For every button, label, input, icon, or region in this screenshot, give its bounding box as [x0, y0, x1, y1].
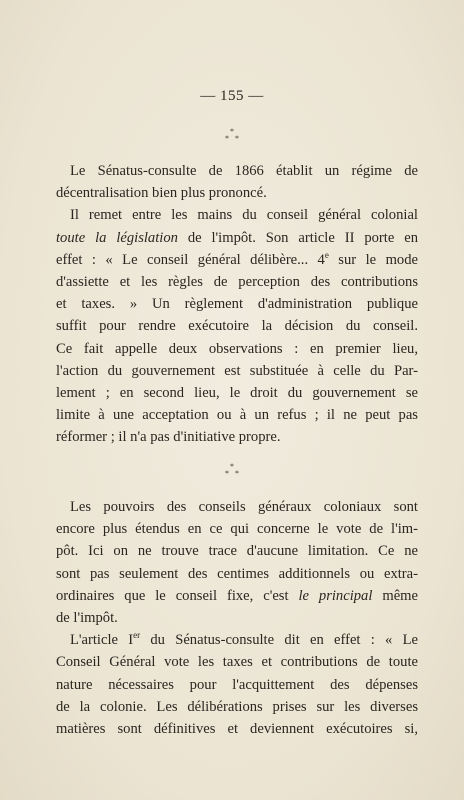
asterism-top: * — [230, 462, 234, 471]
asterism-bottom: * * — [225, 134, 239, 143]
asterism-bottom: * * — [225, 469, 239, 478]
text-span: même — [372, 587, 418, 604]
text-span: effet : « Le conseil général délibère... 4 — [56, 251, 325, 268]
section-asterism — [0, 463, 464, 477]
text-line: pôt. Ici on ne trouve trace d'aucune limitation. Ce ne — [56, 543, 418, 560]
text-line: nature nécessaires pour l'acquittement des dépenses — [56, 676, 418, 693]
section-asterism — [0, 128, 464, 142]
text-line: l'action du gouvernement est substituée à celle du Par- — [56, 362, 418, 379]
paragraph — [56, 496, 418, 629]
text-line: Ce fait appelle deux observations : en premier lieu, — [56, 340, 418, 357]
page-number: — 155 — — [200, 88, 264, 104]
italic-text: le principal — [298, 587, 373, 604]
text-line: et taxes. » Un règlement d'administration publique — [56, 296, 418, 313]
text-line: encore plus étendus en ce qui concerne le vote de l'im- — [56, 521, 418, 538]
text-line: de la colonie. Les délibérations prises sur les diverses — [56, 698, 418, 715]
text-line — [56, 629, 418, 651]
text-span: L'article I — [70, 632, 134, 649]
text-line: suffit pour rendre exécutoire la décision du conseil. — [56, 318, 418, 335]
text-line: décentralisation bien plus prononcé. — [56, 185, 267, 202]
text-line: Les pouvoirs des conseils généraux coloniaux sont — [70, 499, 418, 515]
text-line: lement ; en second lieu, le droit du gouvernement se — [56, 385, 418, 402]
text-line: matières sont définitives et deviennent exécutoires si, — [56, 721, 418, 738]
text-span: du Sénatus-consulte dit en effet : « Le — [140, 632, 418, 649]
text-line: limite à une acceptation ou à un refus ; il ne peut pas — [56, 407, 418, 424]
text-line — [56, 249, 418, 271]
text-line: réformer ; il n'a pas d'initiative propre. — [56, 429, 281, 446]
text-span: sur le mode — [328, 251, 418, 268]
text-line: Conseil Général vote les taxes et contributions de toute — [56, 654, 418, 671]
text-line: de l'impôt. — [56, 610, 118, 627]
text-line — [56, 227, 418, 249]
italic-text: toute la législation — [56, 229, 178, 246]
text-span: ordinaires que le conseil fixe, c'est — [56, 587, 299, 604]
text-line: Il remet entre les mains du conseil général colonial — [70, 207, 418, 224]
section-1 — [0, 160, 464, 449]
superscript: e — [324, 249, 329, 260]
text-line: d'assiette et les règles de perception des contributions — [56, 274, 418, 291]
paragraph — [56, 160, 418, 204]
text-line: Le Sénatus-consulte de 1866 établit un régime de — [70, 163, 418, 179]
text-line: sont pas seulement des centimes additionnels ou extra- — [56, 565, 418, 582]
text-span: de l'impôt. Son article II porte en — [177, 229, 418, 246]
text-line — [56, 585, 418, 607]
section-2 — [0, 496, 464, 740]
paragraph — [56, 629, 418, 740]
paragraph — [56, 204, 418, 448]
superscript: er — [133, 630, 141, 641]
asterism-top: * — [230, 127, 234, 136]
